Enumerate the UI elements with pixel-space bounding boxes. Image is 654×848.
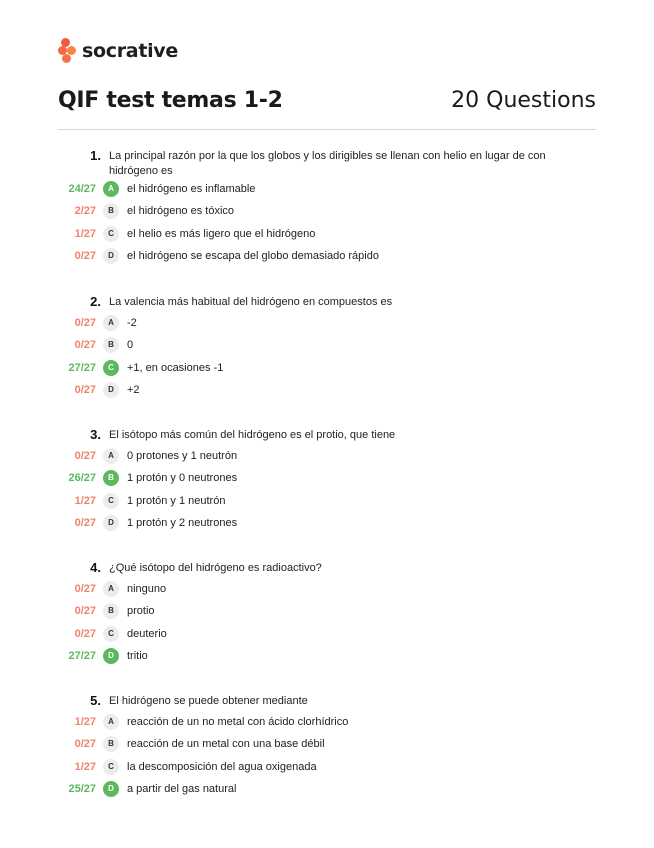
answer-score: 0/27 [74, 627, 96, 640]
question-header [0, 693, 654, 711]
answer-letter-badge: C [103, 493, 119, 509]
answer-score: 0/27 [74, 249, 96, 262]
question-header [0, 148, 654, 178]
answer-letter-badge: D [103, 515, 119, 531]
answer-score: 0/27 [74, 383, 96, 396]
answer-row [0, 467, 654, 489]
answer-letter-badge: A [103, 448, 119, 464]
answer-letter-badge: B [103, 470, 119, 486]
answer-text: deuterio [127, 627, 167, 640]
answer-row [0, 578, 654, 600]
answer-text: el hidrógeno se escapa del globo demasiado rápido [127, 249, 379, 262]
answer-score: 0/27 [74, 605, 96, 618]
question-number: 4. [90, 560, 101, 575]
answer-text: 0 protones y 1 neutrón [127, 450, 238, 462]
brand-name: socrative [82, 40, 178, 62]
answer-score: 0/27 [74, 738, 96, 751]
answer-letter-badge: C [103, 360, 119, 376]
answer-letter-badge: D [103, 382, 119, 398]
answer-score: 25/27 [68, 782, 96, 795]
answer-row [0, 490, 654, 512]
answer-score: 0/27 [74, 317, 96, 329]
question-text: El isótopo más común del hidrógeno es el protio, que tiene [109, 429, 396, 441]
answer-row [0, 312, 654, 334]
answer-letter-badge: A [103, 315, 119, 331]
answer-score: 26/27 [68, 472, 96, 485]
question-number: 2. [90, 294, 101, 309]
answer-score: 24/27 [68, 183, 96, 195]
question-4 [0, 560, 654, 667]
answer-row [0, 200, 654, 222]
question-3 [0, 427, 654, 534]
answer-text: reacción de un no metal con ácido clorhídrico [127, 716, 349, 728]
answer-row [0, 733, 654, 755]
question-1 [0, 148, 654, 267]
question-header [0, 427, 654, 445]
answer-letter-badge: C [103, 626, 119, 642]
answer-text: 1 protón y 1 neutrón [127, 494, 226, 507]
answer-score: 0/27 [74, 450, 96, 462]
answer-row [0, 645, 654, 667]
question-header [0, 294, 654, 312]
answer-row [0, 623, 654, 645]
answer-score: 0/27 [74, 516, 96, 529]
answer-row [0, 778, 654, 800]
answer-score: 1/27 [74, 227, 96, 240]
answer-text: reacción de un metal con una base débil [127, 738, 325, 751]
answer-letter-badge: C [103, 759, 119, 775]
answer-letter-badge: C [103, 226, 119, 242]
answer-score: 1/27 [74, 716, 96, 728]
answer-letter-badge: D [103, 248, 119, 264]
answer-row [0, 178, 654, 200]
answer-text: la descomposición del agua oxigenada [127, 760, 317, 773]
answer-letter-badge: D [103, 648, 119, 664]
question-text: La valencia más habitual del hidrógeno en compuestos es [109, 296, 393, 308]
answer-text: el hidrógeno es inflamable [127, 183, 256, 195]
answer-text: a partir del gas natural [127, 782, 237, 795]
answer-text: protio [127, 605, 155, 618]
question-number: 3. [90, 427, 101, 442]
question-number: 5. [90, 693, 101, 708]
answer-letter-badge: D [103, 781, 119, 797]
report-header [58, 86, 596, 130]
question-5 [0, 693, 654, 800]
answer-row [0, 223, 654, 245]
answer-row [0, 711, 654, 733]
answer-text: 1 protón y 2 neutrones [127, 516, 238, 529]
answer-letter-badge: B [103, 736, 119, 752]
answer-score: 1/27 [74, 494, 96, 507]
answer-text: +1, en ocasiones -1 [127, 361, 224, 374]
answer-text: +2 [127, 383, 140, 396]
quiz-title: QIF test temas 1-2 [58, 88, 283, 113]
answer-text: el hidrógeno es tóxico [127, 205, 235, 218]
answer-row [0, 600, 654, 622]
answer-letter-badge: B [103, 203, 119, 219]
answer-score: 0/27 [74, 339, 96, 352]
answer-score: 0/27 [74, 583, 96, 595]
answer-row [0, 756, 654, 778]
answer-row [0, 379, 654, 401]
socrative-logo-icon [58, 38, 78, 64]
answer-score: 27/27 [68, 361, 96, 374]
answer-text: -2 [127, 317, 137, 329]
question-text: ¿Qué isótopo del hidrógeno es radioactivo? [109, 562, 322, 574]
answer-row [0, 334, 654, 356]
answer-text: el helio es más ligero que el hidrógeno [127, 227, 316, 240]
socrative-logo [58, 38, 178, 64]
answer-row [0, 512, 654, 534]
answer-row [0, 357, 654, 379]
question-text: El hidrógeno se puede obtener mediante [109, 695, 308, 707]
question-number: 1. [90, 148, 101, 163]
answer-letter-badge: A [103, 181, 119, 197]
answer-text: tritio [127, 649, 148, 662]
answer-score: 27/27 [68, 649, 96, 662]
answer-letter-badge: A [103, 581, 119, 597]
question-text: La principal razón por la que los globos y los dirigibles se llenan con helio en lugar de con hidrógeno es [109, 150, 546, 177]
answer-row [0, 245, 654, 267]
answer-text: 1 protón y 0 neutrones [127, 472, 238, 485]
question-header [0, 560, 654, 578]
answer-text: 0 [127, 339, 134, 352]
question-count: 20 Questions [451, 88, 596, 113]
answer-row [0, 445, 654, 467]
answer-score: 1/27 [74, 760, 96, 773]
question-2 [0, 294, 654, 401]
answer-text: ninguno [127, 583, 167, 595]
answer-letter-badge: B [103, 603, 119, 619]
answer-letter-badge: A [103, 714, 119, 730]
answer-score: 2/27 [74, 205, 96, 218]
answer-letter-badge: B [103, 337, 119, 353]
